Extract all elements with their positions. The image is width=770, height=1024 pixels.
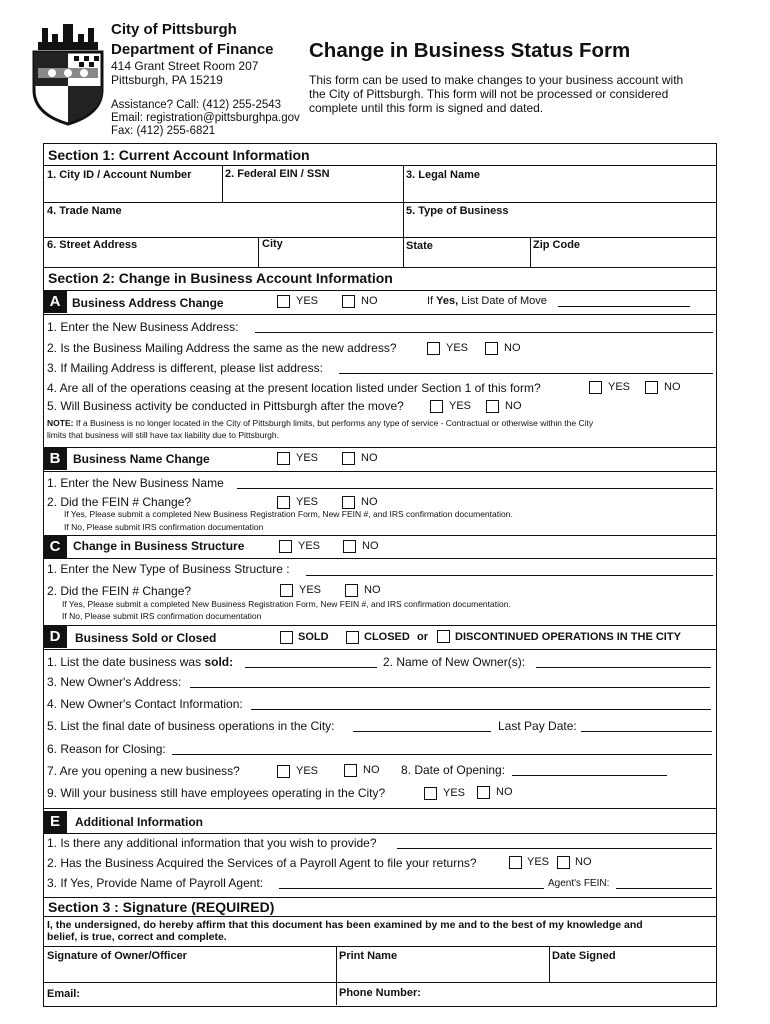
yes-label: YES: [296, 496, 319, 508]
form-description-line2: the City of Pittsburgh. This form will not be processed or considered: [309, 87, 669, 101]
city-state-zip: Pittsburgh, PA 15219: [111, 73, 223, 87]
sold-checkbox[interactable]: [280, 631, 293, 644]
date-of-move-field[interactable]: [558, 306, 690, 307]
street-address-label: 6. Street Address: [47, 239, 138, 251]
name-change-no-checkbox[interactable]: [342, 452, 355, 465]
zip-code-label: Zip Code: [533, 239, 581, 251]
sold-label: SOLD: [298, 631, 329, 643]
new-address-label: 1. Enter the New Business Address:: [47, 320, 239, 334]
employees-question: 9. Will your business still have employees operating in the City?: [47, 786, 386, 800]
new-structure-field[interactable]: [306, 575, 713, 576]
divider: [43, 833, 716, 834]
org-name: City of Pittsburgh: [111, 21, 237, 38]
fein-no-instruction: If No, Please submit IRS confirmation documentation: [62, 611, 262, 621]
operations-ceasing-yes-checkbox[interactable]: [589, 381, 602, 394]
operations-ceasing-no-checkbox[interactable]: [645, 381, 658, 394]
no-label: NO: [664, 381, 681, 393]
subsection-b-title: Business Name Change: [73, 452, 210, 466]
city-field[interactable]: [262, 252, 400, 266]
new-owner-name-label: 2. Name of New Owner(s):: [383, 655, 526, 669]
no-label: NO: [505, 400, 522, 412]
tax-liability-note-line2: limits that business will still have tax liability due to Pittsburgh.: [47, 430, 279, 440]
divider: [549, 946, 550, 982]
subsection-b-badge: B: [43, 448, 67, 470]
subsection-c-title: Change in Business Structure: [73, 539, 245, 553]
agent-fein-field[interactable]: [616, 888, 712, 889]
divider: [43, 808, 716, 809]
structure-change-yes-checkbox[interactable]: [279, 540, 292, 553]
mailing-same-yes-checkbox[interactable]: [427, 342, 440, 355]
signature-field[interactable]: [48, 963, 333, 981]
date-sold-field[interactable]: [245, 667, 377, 668]
divider: [530, 237, 531, 267]
zip-code-field[interactable]: [534, 252, 712, 266]
payroll-agent-name-field[interactable]: [279, 888, 544, 889]
structure-fein-yes-checkbox[interactable]: [280, 584, 293, 597]
no-label: NO: [361, 295, 378, 307]
no-label: NO: [361, 496, 378, 508]
structure-change-no-checkbox[interactable]: [343, 540, 356, 553]
date-signed-label: Date Signed: [552, 950, 616, 962]
or-label: or: [417, 631, 428, 643]
fein-change-no-checkbox[interactable]: [342, 496, 355, 509]
new-business-name-field[interactable]: [237, 488, 713, 489]
subsection-d-badge: D: [43, 626, 67, 648]
mailing-same-no-checkbox[interactable]: [485, 342, 498, 355]
employees-yes-checkbox[interactable]: [424, 787, 437, 800]
divider: [43, 202, 716, 203]
additional-info-field[interactable]: [397, 848, 712, 849]
divider: [43, 916, 716, 917]
new-structure-label: 1. Enter the New Type of Business Structure :: [47, 562, 290, 576]
account-number-label: 1. City ID / Account Number: [47, 169, 192, 181]
new-owner-contact-field[interactable]: [251, 709, 711, 710]
mailing-same-question: 2. Is the Business Mailing Address the same as the new address?: [47, 341, 397, 355]
city-seal-logo: [30, 24, 106, 126]
new-owner-address-label: 3. New Owner's Address:: [47, 675, 182, 689]
new-business-no-checkbox[interactable]: [344, 764, 357, 777]
new-business-question: 7. Are you opening a new business?: [47, 764, 240, 778]
divider: [43, 982, 716, 983]
divider: [43, 447, 716, 448]
federal-ein-field[interactable]: [226, 183, 400, 199]
print-name-field[interactable]: [340, 963, 546, 981]
street-address: 414 Grant Street Room 207: [111, 59, 259, 73]
address-change-yes-checkbox[interactable]: [277, 295, 290, 308]
city-label: City: [262, 238, 283, 250]
date-sold-label: 1. List the date business was sold:: [47, 655, 234, 669]
divider: [43, 237, 716, 238]
no-label: NO: [504, 342, 521, 354]
subsection-c-badge: C: [43, 536, 67, 558]
final-operations-date-label: 5. List the final date of business operations in the City:: [47, 719, 335, 733]
signature-label: Signature of Owner/Officer: [47, 950, 187, 962]
state-label: State: [406, 240, 433, 252]
payroll-agent-no-checkbox[interactable]: [557, 856, 570, 869]
form-description-line3: complete until this form is signed and dated.: [309, 101, 544, 115]
no-label: NO: [361, 452, 378, 464]
contact-fax: Fax: (412) 255-6821: [111, 125, 216, 137]
last-pay-date-label: Last Pay Date:: [498, 719, 577, 733]
last-pay-date-field[interactable]: [581, 731, 712, 732]
federal-ein-label: 2. Federal EIN / SSN: [225, 168, 330, 180]
subsection-e-badge: E: [43, 811, 67, 833]
date-signed-field[interactable]: [553, 963, 712, 981]
fein-change-question: 2. Did the FEIN # Change?: [47, 495, 192, 509]
new-owner-contact-label: 4. New Owner's Contact Information:: [47, 697, 243, 711]
subsection-a-badge: A: [43, 291, 67, 313]
employees-no-checkbox[interactable]: [477, 786, 490, 799]
section2-title: Section 2: Change in Business Account Information: [48, 270, 393, 286]
reason-closing-field[interactable]: [172, 754, 712, 755]
discontinued-checkbox[interactable]: [437, 630, 450, 643]
yes-label: YES: [296, 765, 319, 777]
activity-after-move-yes-checkbox[interactable]: [430, 400, 443, 413]
divider: [43, 558, 716, 559]
fein-change-question: 2. Did the FEIN # Change?: [47, 584, 192, 598]
payroll-agent-yes-checkbox[interactable]: [509, 856, 522, 869]
department-name: Department of Finance: [111, 41, 274, 58]
fein-yes-instruction: If Yes, Please submit a completed New Business Registration Form, New FEIN #, and IRS confirmation documentation.: [64, 509, 513, 519]
mailing-address-label: 3. If Mailing Address is different, please list address:: [47, 361, 323, 375]
subsection-e-title: Additional Information: [75, 815, 203, 829]
fein-no-instruction: If No, Please submit IRS confirmation documentation: [64, 522, 264, 532]
yes-label: YES: [298, 540, 321, 552]
divider: [43, 471, 716, 472]
closed-label: CLOSED: [364, 631, 410, 643]
yes-label: YES: [608, 381, 631, 393]
divider: [43, 267, 716, 268]
divider: [43, 897, 716, 898]
date-opening-label: 8. Date of Opening:: [401, 763, 506, 777]
new-owner-name-field[interactable]: [536, 667, 711, 668]
agent-fein-label: Agent's FEIN:: [548, 878, 610, 889]
divider: [43, 625, 716, 626]
business-type-label: 5. Type of Business: [406, 205, 509, 217]
fein-change-yes-checkbox[interactable]: [277, 496, 290, 509]
section1-title: Section 1: Current Account Information: [48, 147, 310, 163]
yes-label: YES: [527, 856, 550, 868]
section3-title: Section 3 : Signature (REQUIRED): [48, 899, 275, 915]
structure-fein-no-checkbox[interactable]: [345, 584, 358, 597]
final-operations-date-field[interactable]: [353, 731, 491, 732]
divider: [43, 314, 716, 315]
payroll-agent-name-label: 3. If Yes, Provide Name of Payroll Agent:: [47, 876, 264, 890]
business-type-field[interactable]: [407, 219, 712, 235]
closed-checkbox[interactable]: [346, 631, 359, 644]
new-business-yes-checkbox[interactable]: [277, 765, 290, 778]
state-field[interactable]: [407, 253, 527, 266]
yes-label: YES: [299, 584, 322, 596]
no-label: NO: [496, 786, 513, 798]
street-address-field[interactable]: [48, 252, 255, 266]
date-of-move-label: If Yes, List Date of Move: [427, 295, 547, 307]
tax-liability-note: NOTE: If a Business is no longer located in the City of Pittsburgh limits, but performs any type of service - Contractual or otherwise within the City: [47, 418, 594, 428]
yes-label: YES: [443, 787, 466, 799]
new-business-name-label: 1. Enter the New Business Name: [47, 476, 224, 490]
form-description-line1: This form can be used to make changes to your business account with: [309, 73, 684, 87]
no-label: NO: [363, 764, 380, 776]
divider: [43, 946, 716, 947]
activity-after-move-question: 5. Will Business activity be conducted in Pittsburgh after the move?: [47, 399, 404, 413]
divider: [336, 946, 337, 1005]
mailing-address-field[interactable]: [339, 373, 713, 374]
yes-label: YES: [449, 400, 472, 412]
print-name-label: Print Name: [339, 950, 398, 962]
yes-label: YES: [446, 342, 469, 354]
discontinued-label: DISCONTINUED OPERATIONS IN THE CITY: [455, 631, 681, 643]
no-label: NO: [575, 856, 592, 868]
new-owner-address-field[interactable]: [190, 687, 710, 688]
name-change-yes-checkbox[interactable]: [277, 452, 290, 465]
divider: [43, 535, 716, 536]
affirmation-text: I, the undersigned, do hereby affirm that this document has been examined by me and to the best of my knowledge and: [47, 919, 643, 931]
divider: [43, 165, 716, 166]
activity-after-move-no-checkbox[interactable]: [486, 400, 499, 413]
email-field[interactable]: [86, 985, 332, 1003]
divider: [43, 649, 716, 650]
payroll-agent-question: 2. Has the Business Acquired the Services of a Payroll Agent to file your returns?: [47, 856, 477, 870]
subsection-a-title: Business Address Change: [72, 296, 224, 310]
yes-label: YES: [296, 295, 319, 307]
operations-ceasing-question: 4. Are all of the operations ceasing at the present location listed under Section 1 of this form?: [47, 381, 541, 395]
phone-number-field[interactable]: [428, 985, 712, 1003]
divider: [403, 165, 404, 267]
legal-name-label: 3. Legal Name: [406, 169, 480, 181]
contact-email: Email: registration@pittsburghpa.gov: [111, 112, 300, 124]
address-change-no-checkbox[interactable]: [342, 295, 355, 308]
assistance-phone: Assistance? Call: (412) 255-2543: [111, 99, 282, 111]
no-label: NO: [364, 584, 381, 596]
subsection-d-title: Business Sold or Closed: [75, 631, 217, 645]
reason-closing-label: 6. Reason for Closing:: [47, 742, 166, 756]
form-title: Change in Business Status Form: [309, 39, 631, 62]
new-address-field[interactable]: [255, 332, 713, 333]
legal-name-field[interactable]: [407, 183, 712, 199]
trade-name-label: 4. Trade Name: [47, 205, 122, 217]
trade-name-field[interactable]: [48, 219, 400, 235]
no-label: NO: [362, 540, 379, 552]
additional-info-label: 1. Is there any additional information that you wish to provide?: [47, 836, 377, 850]
email-label: Email:: [47, 988, 81, 1000]
divider: [258, 237, 259, 267]
date-opening-field[interactable]: [512, 775, 667, 776]
fein-yes-instruction: If Yes, Please submit a completed New Business Registration Form, New FEIN #, and IRS confirmation documentation.: [62, 599, 511, 609]
divider: [222, 165, 223, 202]
account-number-field[interactable]: [48, 183, 220, 199]
phone-number-label: Phone Number:: [339, 987, 421, 999]
yes-label: YES: [296, 452, 319, 464]
affirmation-text-line2: belief, is true, correct and complete.: [47, 931, 227, 943]
divider: [43, 290, 716, 291]
